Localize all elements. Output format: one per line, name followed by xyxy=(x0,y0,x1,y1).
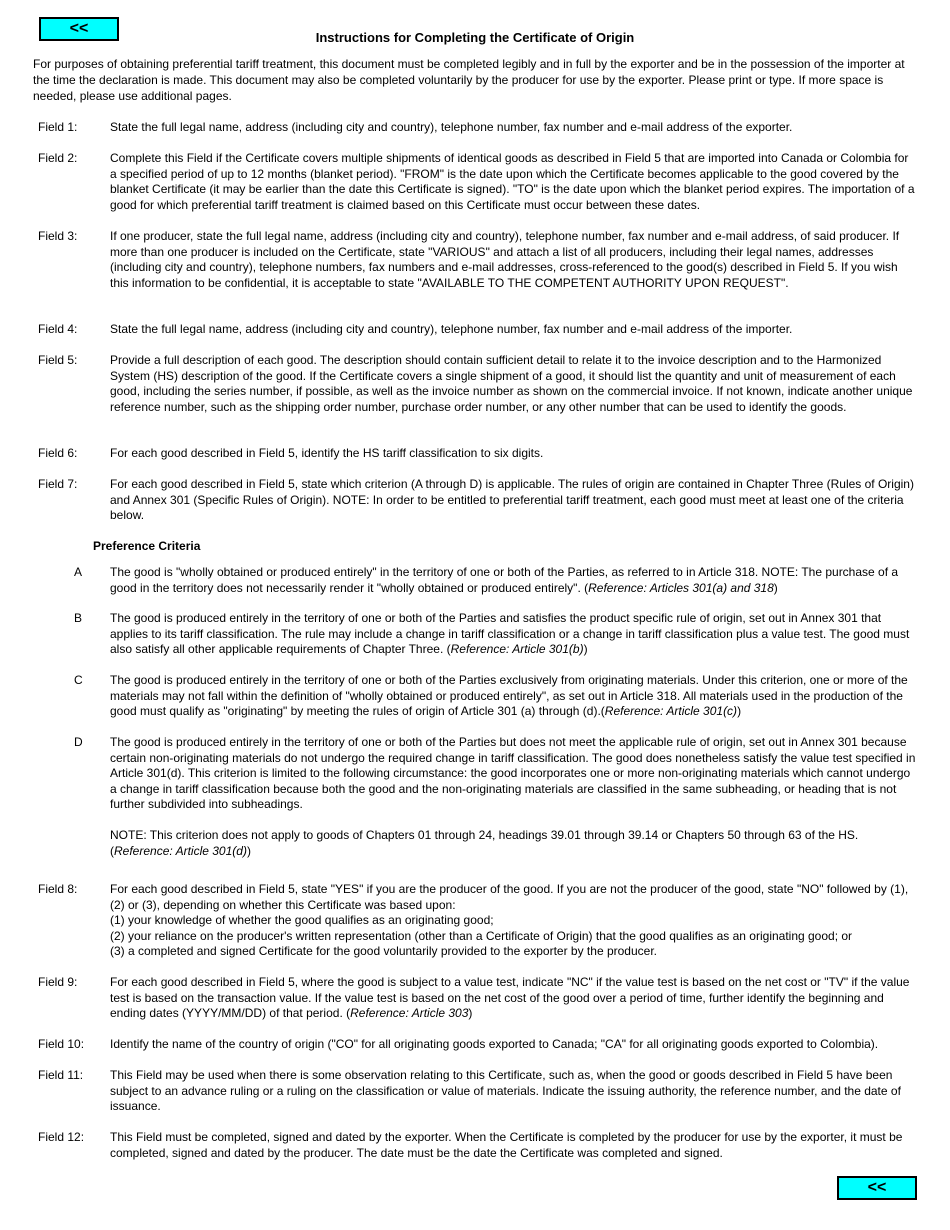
field-6-instruction xyxy=(38,446,918,462)
reference: Reference: Article 301(d) xyxy=(114,843,247,858)
criterion-label: B xyxy=(74,611,83,625)
field-label: Field 1: xyxy=(38,120,78,134)
field-5-instruction xyxy=(38,353,918,415)
reference: Reference: Article 301(b) xyxy=(450,642,584,657)
field-label: Field 3: xyxy=(38,229,78,243)
field-text: Provide a full description of each good. The description should contain sufficient detail to relate it to the invoice description and to the Harmonized System (HS) description of the good. If the Certificate covers a single shipment of a good, it should list the quantity and unit of measurement of each good, including the series number, if possible, as well as the invoice number as shown on the commercial invoice. If not known, indicate another unique reference number, such as the shipping order number, purchase order number, or any other number that can be used to identify the goods. xyxy=(110,353,913,414)
field-label: Field 9: xyxy=(38,975,78,989)
intro-paragraph: For purposes of obtaining preferential tariff treatment, this document must be completed legibly and in full by the exporter and be in the possession of the importer at the time the declaration is made. This document may also be completed voluntarily by the producer for use by the exporter. Please print or type. If more space is needed, please use additional pages. xyxy=(33,57,905,103)
field-text: State the full legal name, address (including city and country), telephone number, fax number and e-mail address of the importer. xyxy=(110,322,793,336)
criterion-label: D xyxy=(74,735,83,749)
field-text: This Field must be completed, signed and dated by the exporter. When the Certificate is completed by the producer for use by the exporter, it must be completed, signed and dated by the producer. The date must be the date the Certificate was completed and signed. xyxy=(110,1130,903,1160)
field-text: Complete this Field if the Certificate covers multiple shipments of identical goods as described in Field 5 that are imported into Canada or Colombia for a specified period of up to 12 months (blanket period). "FROM" is the date upon which the Certificate becomes applicable to the good covered by the blanket Certificate (it may be earlier than the date this Certificate is signed). "TO" is the date upon which the blanket period expires. The importation of a good for which preferential tariff treatment is claimed based on this Certificate must occur between these dates. xyxy=(110,151,915,212)
field-text: This Field may be used when there is some observation relating to this Certificate, such as, when the good or goods described in Field 5 have been subject to an advance ruling or a ruling on the classification or value of materials. Indicate the issuing authority, the reference number, and the date of issuance. xyxy=(110,1068,901,1114)
field-8-line: (2) your reliance on the producer's written representation (other than a Certificate of Origin) that the good qualifies as an originating good; or xyxy=(110,928,853,943)
reference: Reference: Article 303 xyxy=(350,1006,469,1021)
field-8-line: (1) your knowledge of whether the good qualifies as an originating good; xyxy=(110,913,494,928)
criterion-label: C xyxy=(74,673,83,687)
field-text: State the full legal name, address (including city and country), telephone number, fax number and e-mail address of the exporter. xyxy=(110,120,793,134)
field-8-line: For each good described in Field 5, state "YES" if you are the producer of the good. If you are not the producer of the good, state "NO" followed by (1), (2) or (3), depending on whether this Certificate was based upon: xyxy=(110,882,909,912)
field-label: Field 6: xyxy=(38,446,78,460)
field-text: Identify the name of the country of origin ("CO" for all originating goods exported to Canada; "CA" for all originating goods exported to Colombia). xyxy=(110,1037,879,1051)
field-label: Field 8: xyxy=(38,882,78,896)
field-11-instruction xyxy=(38,1068,918,1115)
field-12-instruction xyxy=(38,1130,918,1161)
field-9-instruction xyxy=(38,975,918,1022)
field-label: Field 10: xyxy=(38,1037,85,1051)
field-text: For each good described in Field 5, identify the HS tariff classification to six digits. xyxy=(110,446,544,460)
criterion-text: The good is produced entirely in the territory of one or both of the Parties but does not meet the applicable rule of origin, set out in Annex 301 because certain non-originating materials do not undergo the required change in tariff classification. The good does nonetheless satisfy the value test specified in Article 301(d). This criterion is limited to the following circumstance: the good incorporates one or more non-originating materials which cannot undergo a change in tariff classification because both the good and the non-originating materials are classified in the same subheading, or heading that is not further subdivided into subheadings. xyxy=(110,735,916,812)
field-8-instruction xyxy=(38,882,918,960)
criterion-b xyxy=(74,611,916,658)
criterion-a xyxy=(74,565,916,596)
field-7-instruction xyxy=(38,477,918,524)
field-10-instruction xyxy=(38,1037,918,1053)
field-text: If one producer, state the full legal name, address (including city and country), telephone number, fax number and e-mail address, of said producer. If more than one producer is included on the Certificate, state "VARIOUS" and attach a list of all producers, including their legal names, addresses (including city and country), telephone numbers, fax numbers and e-mail addresses, cross-referenced to the good(s) described in Field 5. If you wish this information to be confidential, it is acceptable to state "AVAILABLE TO THE COMPETENT AUTHORITY UPON REQUEST". xyxy=(110,229,900,290)
criterion-d-note: NOTE: This criterion does not apply to goods of Chapters 01 through 24, headings 39.01 through 39.14 or Chapters 50 through 63 of the HS. (Reference: Article 301(d)) xyxy=(110,828,859,858)
field-label: Field 12: xyxy=(38,1130,85,1144)
preference-criteria-heading: Preference Criteria xyxy=(93,539,201,553)
field-8-line: (3) a completed and signed Certificate for the good voluntarily provided to the exporter by the producer. xyxy=(110,944,657,959)
field-label: Field 5: xyxy=(38,353,78,367)
back-button[interactable]: << xyxy=(39,17,119,41)
criterion-text: The good is produced entirely in the territory of one or both of the Parties and satisfies the product specific rule of origin, set out in Annex 301 that applies to its tariff classification. The rule may include a change in tariff classification or a change in tariff classification plus a value test. The good must also satisfy all other applicable requirements of Chapter Three. (Reference: Article 301(b)) xyxy=(110,611,910,657)
field-label: Field 4: xyxy=(38,322,78,336)
criterion-text: The good is "wholly obtained or produced entirely" in the territory of one or both of the Parties, as referred to in Article 318. NOTE: The purchase of a good in the territory does not necessarily render it "wholly obtained or produced entirely". (Reference: Articles 301(a) and 318) xyxy=(110,565,899,595)
field-label: Field 2: xyxy=(38,151,78,165)
criterion-d xyxy=(74,735,916,813)
criterion-label: A xyxy=(74,565,83,579)
reference: Reference: Articles 301(a) and 318 xyxy=(588,580,774,595)
criterion-c xyxy=(74,673,916,720)
field-text: For each good described in Field 5, state which criterion (A through D) is applicable. The rules of origin are contained in Chapter Three (Rules of Origin) and Annex 301 (Specific Rules of Origin). NOTE: In order to be entitled to preferential tariff treatment, each good must meet at least one of the criteria below. xyxy=(110,477,914,523)
page-title: Instructions for Completing the Certificate of Origin xyxy=(315,30,635,45)
field-text: For each good described in Field 5, where the good is subject to a value test, indicate "NC" if the value test is based on the net cost or "TV" if the value test is based on the transaction value. If the value test is based on the net cost of the good over a period of time, further identify the beginning and ending dates (YYYY/MM/DD) of that period. (Reference: Article 303) xyxy=(110,975,910,1021)
criterion-text: The good is produced entirely in the territory of one or both of the Parties exclusively from originating materials. Under this criterion, one or more of the materials may not fall within the definition of "wholly obtained or produced entirely", as set out in Article 318. All materials used in the production of the good must qualify as "originating" by meeting the rules of origin of Article 301 (a) through (d).(Reference: Article 301(c)) xyxy=(110,673,908,719)
field-1-instruction xyxy=(38,120,918,136)
field-text xyxy=(110,882,918,960)
field-label: Field 7: xyxy=(38,477,78,491)
reference: Reference: Article 301(c) xyxy=(604,704,738,719)
back-button[interactable]: << xyxy=(837,1176,917,1200)
field-label: Field 11: xyxy=(38,1068,84,1082)
field-3-instruction xyxy=(38,229,918,291)
field-2-instruction xyxy=(38,151,918,213)
field-4-instruction xyxy=(38,322,918,338)
